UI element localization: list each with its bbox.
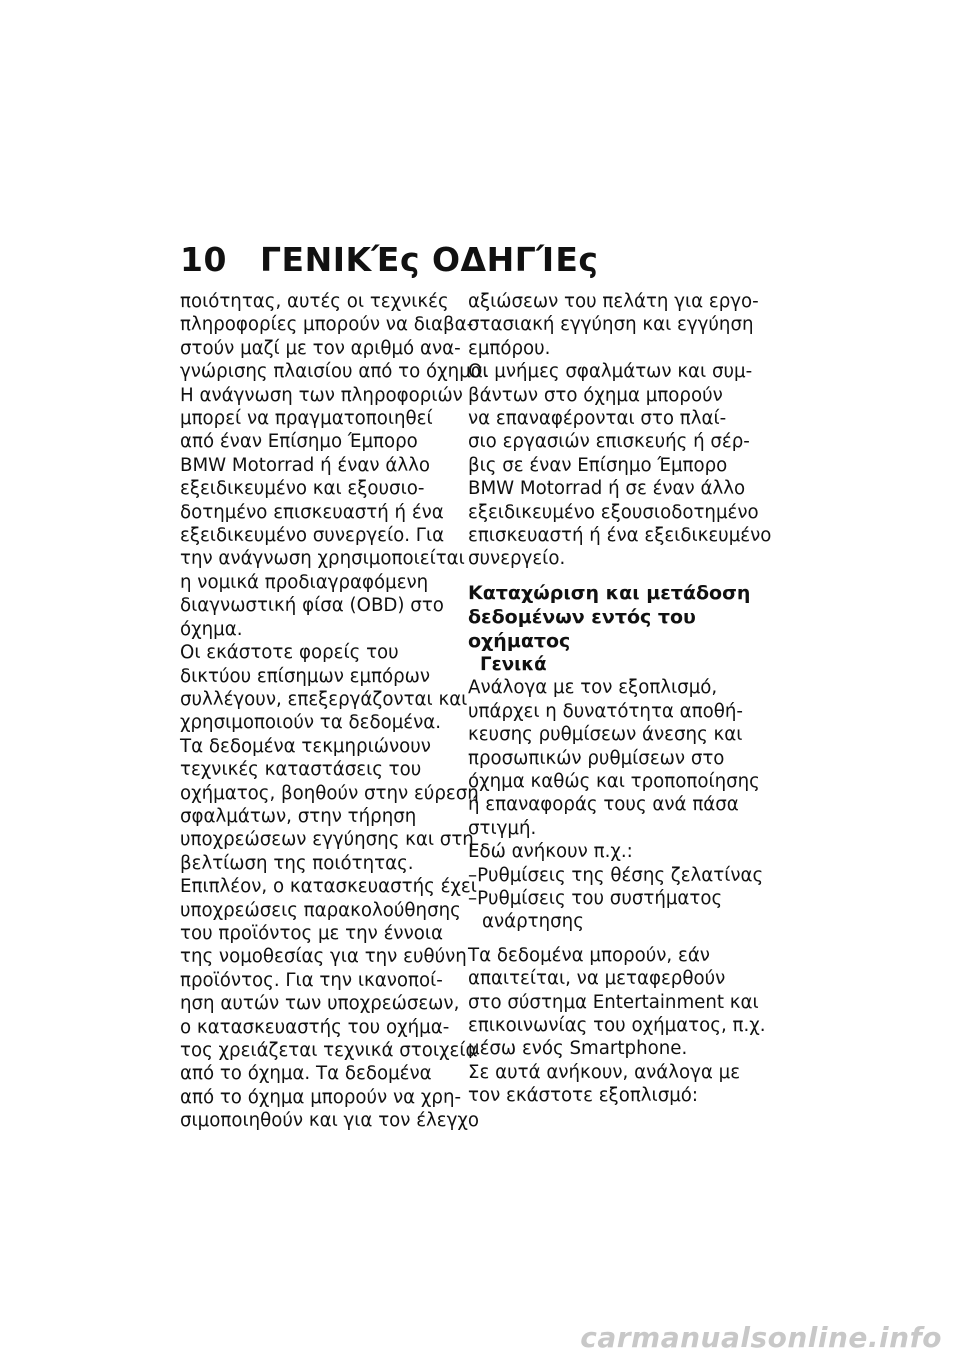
text-line: διαγνωστική φίσα (OBD) στο bbox=[180, 595, 444, 617]
text-line: εξειδικευμένο εξουσιοδοτημένο bbox=[468, 501, 759, 523]
text-line: Σε αυτά ανήκουν, ανάλογα με bbox=[468, 1061, 741, 1083]
text-line: εμπόρου. bbox=[468, 337, 551, 359]
text-line: Ανάλογα με τον εξοπλισμό, bbox=[468, 677, 718, 699]
text-line: υπάρχει η δυνατότητα αποθή- bbox=[468, 700, 743, 722]
text-line: σιμοποιηθούν και για τον έλεγχο bbox=[180, 1110, 480, 1132]
text-line: στασιακή εγγύηση και εγγύηση bbox=[468, 314, 754, 336]
text-line: ηση αυτών των υποχρεώσεων, bbox=[180, 993, 460, 1015]
text-line: μπορεί να πραγματοποιηθεί bbox=[180, 408, 433, 430]
list-item: –Ρυθμίσεις της θέσης ζελατίνας bbox=[468, 864, 764, 886]
text-line: Οι εκάστοτε φορείς του bbox=[180, 642, 399, 664]
text-line: Τα δεδομένα τεκμηριώνουν bbox=[180, 735, 431, 757]
text-line: από έναν Επίσημο Έμπορο bbox=[180, 431, 418, 453]
text-line: προϊόντος. Για την ικανοποί- bbox=[180, 969, 443, 991]
text-line: σφαλμάτων, στην τήρηση bbox=[180, 805, 417, 827]
text-line: Η ανάγνωση των πληροφοριών bbox=[180, 384, 463, 406]
text-line: βελτίωση της ποιότητας. bbox=[180, 852, 414, 874]
text-line: από το όχημα. Τα δεδομένα bbox=[180, 1063, 432, 1085]
text-line: προσωπικών ρυθμίσεων στο bbox=[468, 747, 725, 769]
text-line: οχήματος, βοηθούν στην εύρεση bbox=[180, 782, 479, 804]
text-line: από το όχημα μπορούν να χρη- bbox=[180, 1086, 462, 1108]
text-line: τος χρειάζεται τεχνικά στοιχεία bbox=[180, 1040, 478, 1061]
text-line: βάντων στο όχημα μπορούν bbox=[468, 384, 723, 406]
text-line: Οι μνήμες σφαλμάτων και συμ- bbox=[468, 361, 753, 383]
text-line: δοτημένο επισκευαστή ή ένα bbox=[180, 501, 444, 523]
right-column bbox=[468, 290, 772, 1108]
text-line: όχημα καθώς και τροποποίησης bbox=[468, 770, 760, 792]
text-line: Επιπλέον, ο κατασκευαστής έχει bbox=[180, 876, 477, 898]
text-line: Τα δεδομένα μπορούν, εάν bbox=[468, 944, 710, 966]
text-line: γνώρισης πλαισίου από το όχημα. bbox=[180, 361, 489, 383]
text-line: βις σε έναν Επίσημο Έμπορο bbox=[468, 454, 728, 476]
text-line: την ανάγνωση χρησιμοποιείται bbox=[180, 548, 465, 570]
text-line: πληροφορίες μπορούν να διαβα- bbox=[180, 314, 474, 336]
text-line: ο κατασκευαστής του οχήμα- bbox=[180, 1016, 450, 1038]
chapter-title: ΓΕΝΙΚΈς ΟΔΗΓΊΕς bbox=[260, 240, 599, 279]
text-line: να επαναφέρονται στο πλαί- bbox=[468, 408, 727, 430]
left-column bbox=[180, 290, 489, 1133]
text-line: εξειδικευμένο συνεργείο. Για bbox=[180, 525, 445, 547]
list-item: –Ρυθμίσεις του συστήματος bbox=[468, 887, 723, 909]
text-line: αξιώσεων του πελάτη για εργο- bbox=[468, 291, 759, 312]
subheading: Γενικά bbox=[480, 653, 547, 675]
text-line: όχημα. bbox=[180, 618, 243, 640]
text-line: σιο εργασιών επισκευής ή σέρ- bbox=[468, 431, 750, 453]
text-line: απαιτείται, να μεταφερθούν bbox=[468, 968, 726, 990]
text-line: συλλέγουν, επεξεργάζονται και bbox=[180, 688, 468, 710]
text-line: επισκευαστή ή ένα εξειδικευμένο bbox=[468, 525, 772, 547]
page-number: 10 bbox=[180, 240, 227, 279]
text-line: κευσης ρυθμίσεων άνεσης και bbox=[468, 724, 743, 746]
text-line: τεχνικές καταστάσεις του bbox=[180, 759, 422, 781]
list-item-continuation: ανάρτησης bbox=[482, 911, 584, 933]
text-line: υποχρεώσεων εγγύησης και στη bbox=[180, 829, 474, 851]
page-header bbox=[180, 240, 598, 279]
text-line: της νομοθεσίας για την ευθύνη bbox=[180, 946, 467, 968]
text-line: στιγμή. bbox=[468, 817, 537, 839]
text-line: στο σύστημα Entertainment και bbox=[468, 991, 759, 1013]
section-title-line: Καταχώριση και μετάδοση bbox=[468, 581, 751, 604]
text-line: BMW Motorrad ή σε έναν άλλο bbox=[468, 478, 746, 500]
text-line: δικτύου επίσημων εμπόρων bbox=[180, 665, 431, 687]
text-line: συνεργείο. bbox=[468, 548, 566, 570]
text-line: ποιότητας, αυτές οι τεχνικές bbox=[180, 291, 449, 312]
text-line: εξειδικευμένο και εξουσιο- bbox=[180, 478, 425, 500]
text-line: ή επαναφοράς τους ανά πάσα bbox=[468, 794, 739, 816]
section-title-line: δεδομένων εντός του bbox=[468, 605, 696, 628]
text-line: υποχρεώσεις παρακολούθησης bbox=[180, 899, 461, 921]
text-line: του προϊόντος με την έννοια bbox=[180, 922, 443, 944]
text-line: επικοινωνίας του οχήματος, π.χ. bbox=[468, 1014, 766, 1036]
text-line: χρησιμοποιούν τα δεδομένα. bbox=[180, 712, 442, 734]
text-line: η νομικά προδιαγραφόμενη bbox=[180, 571, 429, 593]
section-title bbox=[468, 581, 758, 653]
section-title-line: οχήματος bbox=[468, 629, 571, 652]
text-line: BMW Motorrad ή έναν άλλο bbox=[180, 454, 430, 476]
watermark: carmanualsonline.info bbox=[580, 1321, 942, 1354]
text-line: Εδώ ανήκουν π.χ.: bbox=[468, 841, 633, 863]
text-line: στούν μαζί με τον αριθμό ανα- bbox=[180, 337, 461, 359]
spacer bbox=[468, 934, 758, 944]
text-line: μέσω ενός Smartphone. bbox=[468, 1038, 688, 1060]
text-line: τον εκάστοτε εξοπλισμό: bbox=[468, 1085, 699, 1107]
